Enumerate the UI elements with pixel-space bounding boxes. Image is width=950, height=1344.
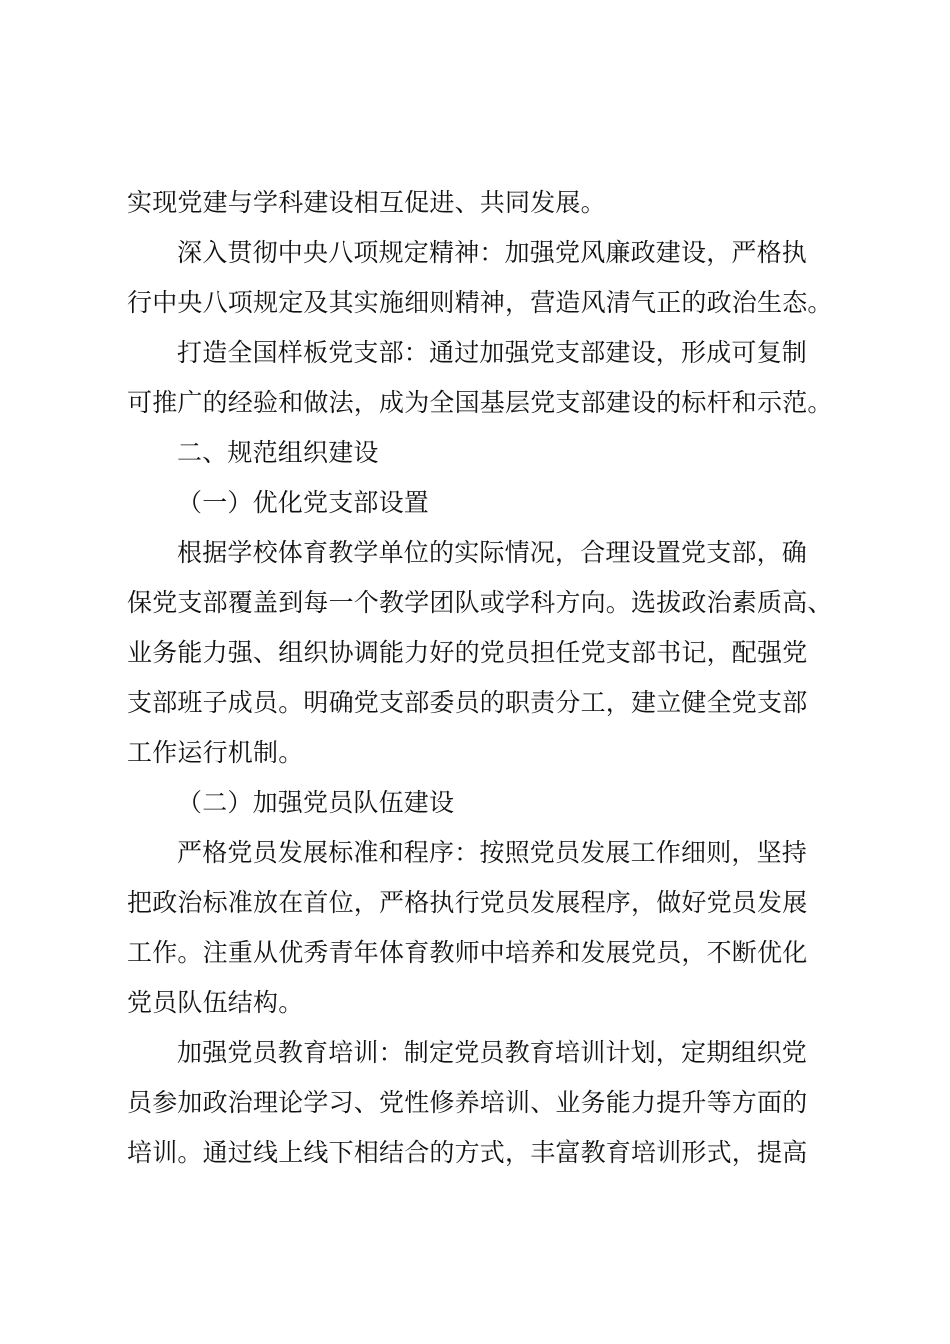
- subsection-heading: （二）加强党员队伍建设: [177, 788, 455, 817]
- subsection-heading: （一）优化党支部设置: [177, 488, 430, 517]
- text-line: 深入贯彻中央八项规定精神：加强党风廉政建设，严格执: [177, 238, 808, 267]
- text-line: 把政治标准放在首位，严格执行党员发展程序，做好党员发展: [127, 888, 808, 917]
- text-line: 保党支部覆盖到每一个教学团队或学科方向。选拔政治素质高、: [127, 588, 833, 617]
- text-line: 支部班子成员。明确党支部委员的职责分工，建立健全党支部: [127, 688, 808, 717]
- text-line: 培训。通过线上线下相结合的方式，丰富教育培训形式，提高: [127, 1138, 808, 1167]
- text-line: 工作运行机制。: [127, 738, 304, 767]
- text-line: 业务能力强、组织协调能力好的党员担任党支部书记，配强党: [127, 638, 808, 667]
- section-heading: 二、规范组织建设: [177, 438, 379, 467]
- document-body: [127, 178, 837, 1178]
- text-line: 党员队伍结构。: [127, 988, 304, 1017]
- text-line: 工作。注重从优秀青年体育教师中培养和发展党员，不断优化: [127, 938, 808, 967]
- text-line: 严格党员发展标准和程序：按照党员发展工作细则，坚持: [177, 838, 808, 867]
- text-line: 加强党员教育培训：制定党员教育培训计划，定期组织党: [177, 1038, 808, 1067]
- text-line: 打造全国样板党支部：通过加强党支部建设，形成可复制: [177, 338, 808, 367]
- text-line: 行中央八项规定及其实施细则精神，营造风清气正的政治生态。: [127, 288, 833, 317]
- text-line: 根据学校体育教学单位的实际情况，合理设置党支部，确: [177, 538, 808, 567]
- text-line: 员参加政治理论学习、党性修养培训、业务能力提升等方面的: [127, 1088, 808, 1117]
- text-line: 实现党建与学科建设相互促进、共同发展。: [127, 188, 606, 217]
- text-line: 可推广的经验和做法，成为全国基层党支部建设的标杆和示范。: [127, 388, 833, 417]
